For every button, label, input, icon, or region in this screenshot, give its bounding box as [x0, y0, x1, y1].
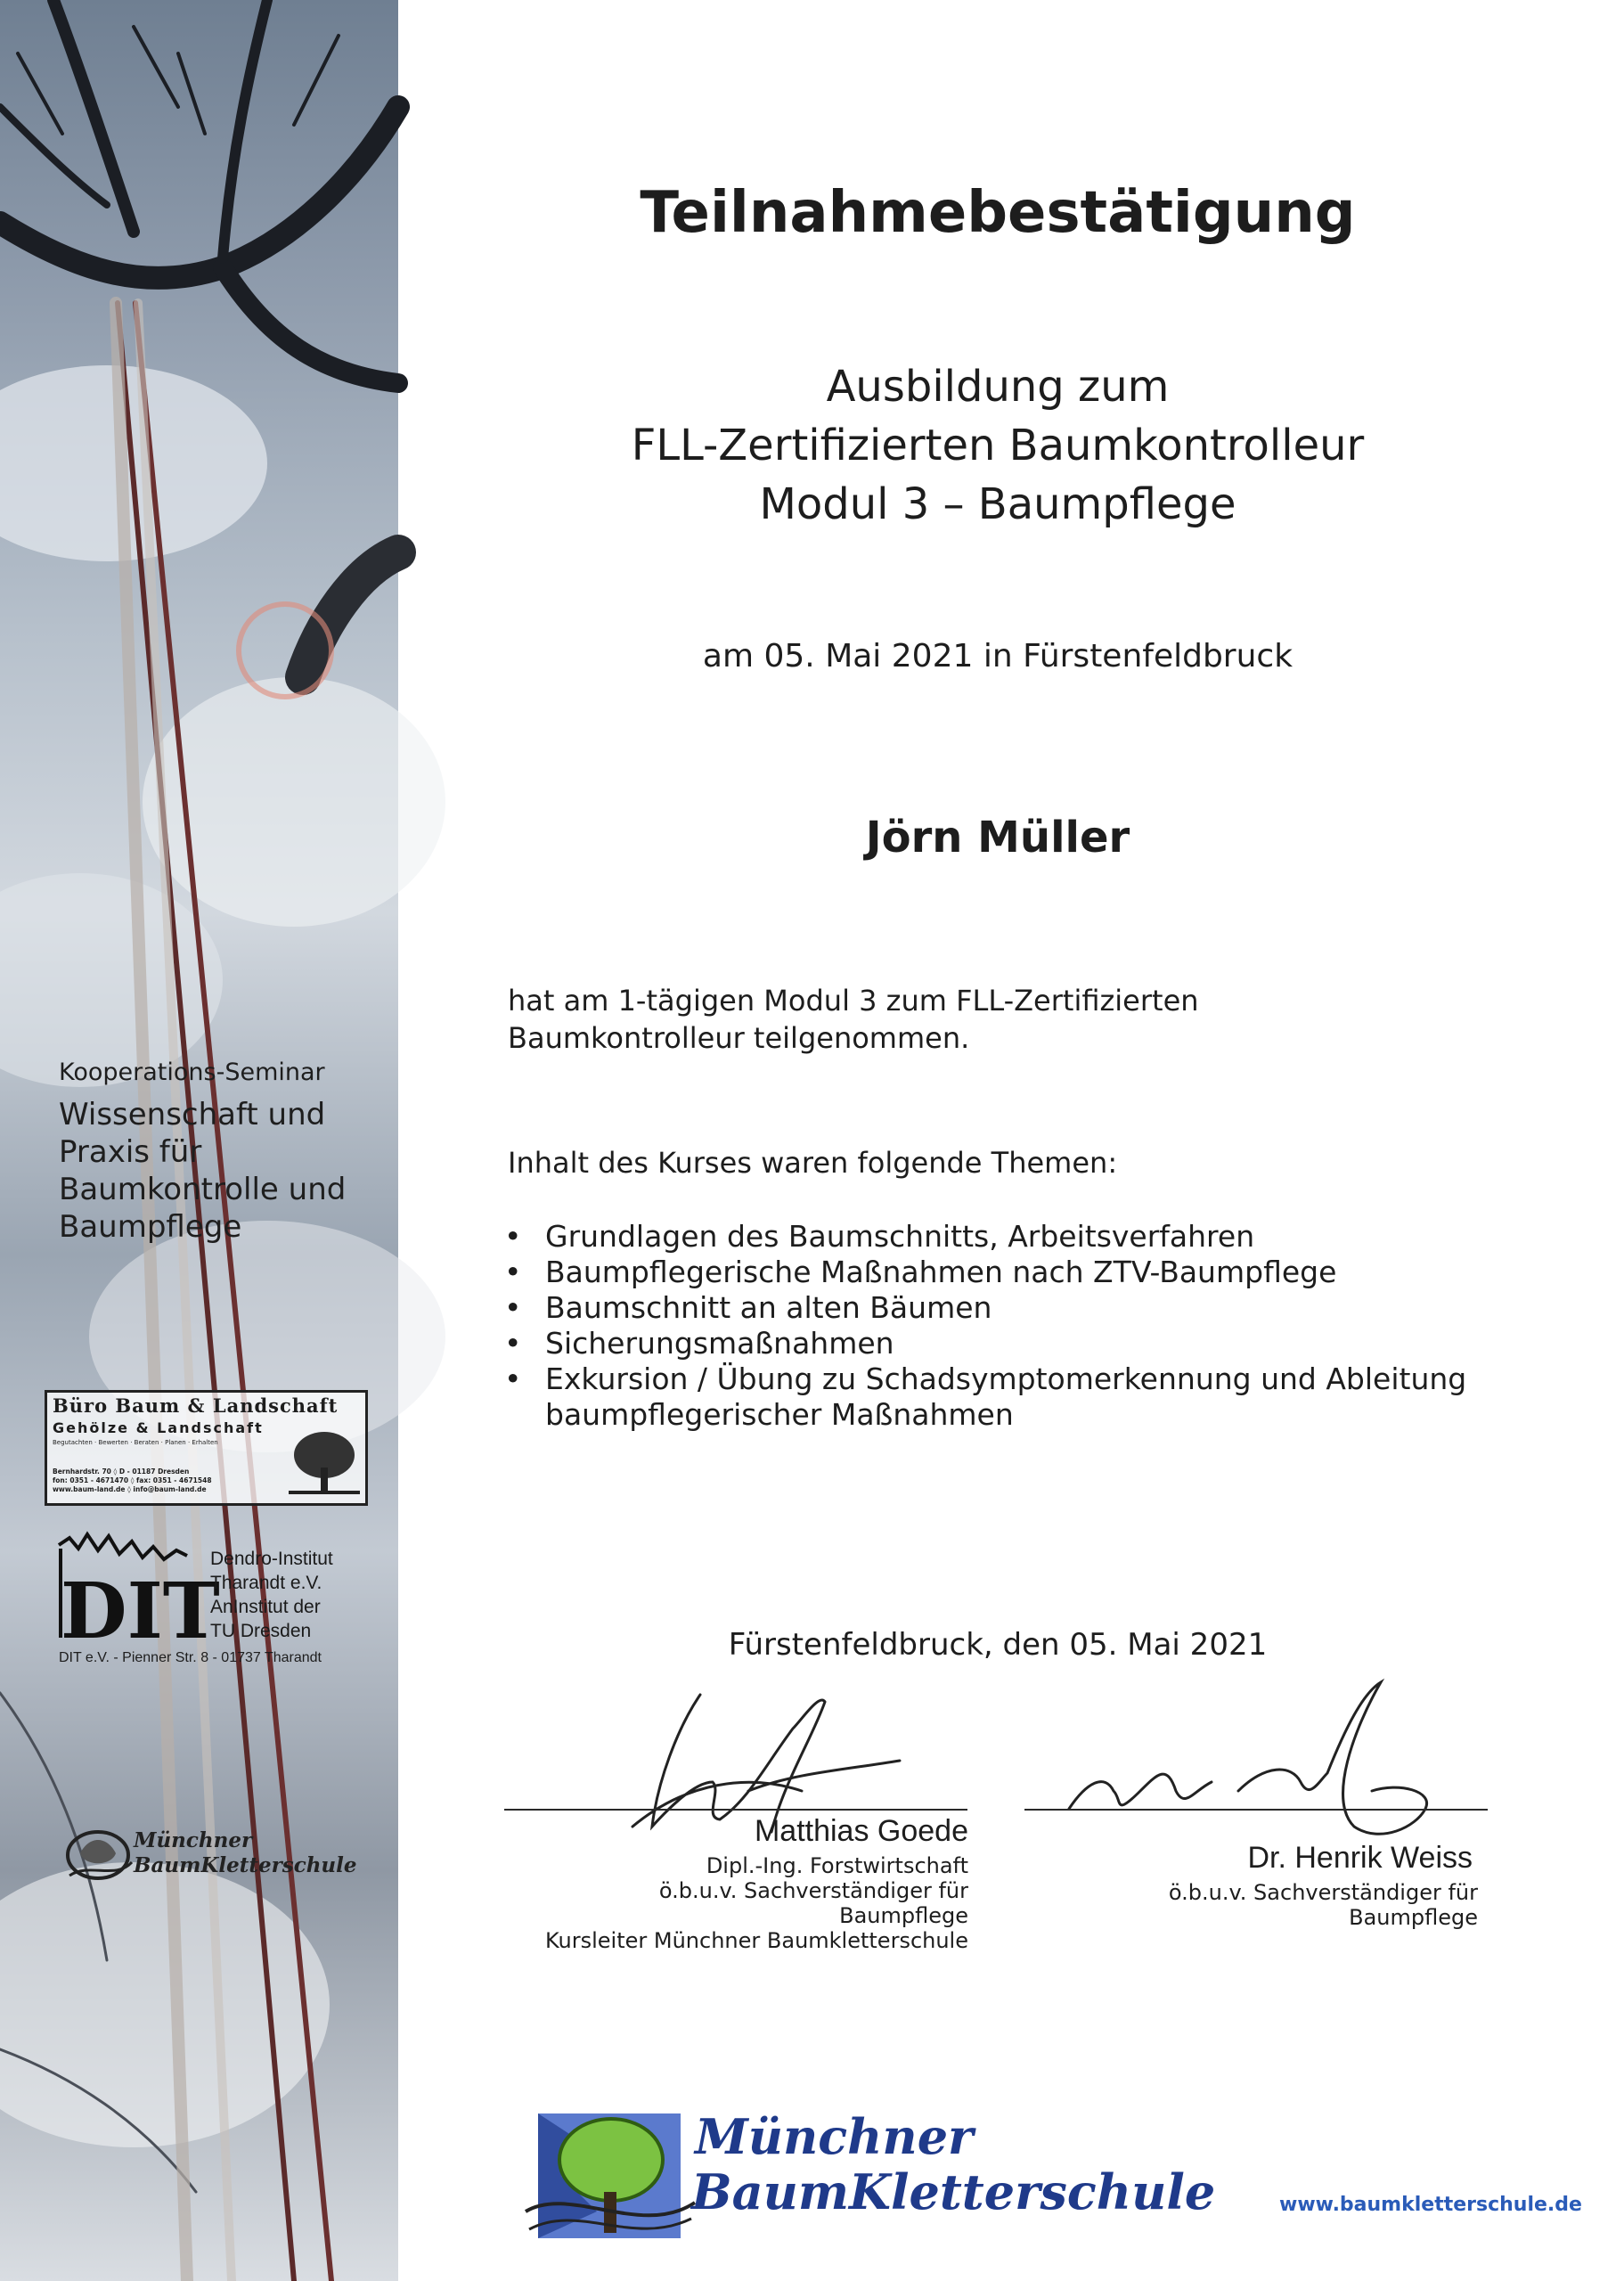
participant-name: Jörn Müller	[865, 813, 1130, 863]
dit-name-line3: AnInstitut der	[210, 1597, 321, 1617]
signatory-title: ö.b.u.v. Sachverständiger für	[658, 1878, 968, 1903]
kooperation-title: Wissenschaft und Praxis für Baumkontrolle und Baumpflege	[59, 1097, 347, 1245]
participation-statement-line2: Baumkontrolleur teilgenommen.	[508, 1021, 970, 1055]
strip-logo-line2: BaumKletterschule	[134, 1853, 357, 1877]
content-intro: Inhalt des Kurses waren folgende Themen:	[508, 1146, 1118, 1180]
topic-item: • Baumpflegerische Maßnahmen nach ZTV-Baumpflege	[504, 1255, 1552, 1290]
buero-baum-landschaft-logo	[45, 1390, 368, 1506]
place-date: Fürstenfeldbruck, den 05. Mai 2021	[728, 1627, 1268, 1663]
course-line-1: Ausbildung zum	[826, 362, 1170, 412]
participation-statement-line1: hat am 1-tägigen Modul 3 zum FLL-Zertifizierten	[508, 984, 1199, 1018]
bbl-web-line: www.baum-land.de ◊ info@baum-land.de	[53, 1485, 207, 1493]
bbl-contact-line: fon: 0351 - 4671470 ◊ fax: 0351 - 4671548	[53, 1476, 212, 1484]
bbl-services: Begutachten · Bewerten · Beraten · Planen · Erhalten	[53, 1439, 218, 1446]
footer-url: www.baumkletterschule.de	[1279, 2194, 1582, 2216]
dit-logo	[57, 1515, 220, 1656]
bbl-subtitle: Gehölze & Landschaft	[53, 1419, 264, 1436]
baumkletterschule-logo-icon	[526, 2105, 695, 2247]
footer-logo-line1: Münchner	[695, 2108, 974, 2165]
dit-name-line4: TU Dresden	[210, 1621, 312, 1641]
sidebar-photo-strip	[0, 0, 398, 2281]
signatory-title: Baumpflege	[839, 1903, 968, 1928]
tree-logo-icon	[62, 1827, 134, 1889]
topic-list	[504, 1219, 1552, 1433]
date-location: am 05. Mai 2021 in Fürstenfeldbruck	[702, 638, 1293, 674]
signatory-title: Kursleiter Münchner Baumkletterschule	[544, 1928, 968, 1953]
footer-logo-line2: BaumKletterschule	[691, 2163, 1216, 2220]
dit-name-line1: Dendro-Institut	[210, 1549, 333, 1569]
certificate-title: Teilnahmebestätigung	[640, 180, 1356, 246]
course-line-2: FLL-Zertifizierten Baumkontrolleur	[631, 421, 1365, 470]
topic-item: • Exkursion / Übung zu Schadsymptomerkennung und Ableitung baumpflegerischer Maßnahmen	[504, 1361, 1552, 1433]
tree-icon	[289, 1428, 360, 1496]
signature-line-left	[504, 1809, 967, 1811]
signatory-title: ö.b.u.v. Sachverständiger für	[1168, 1880, 1478, 1905]
topic-item: • Grundlagen des Baumschnitts, Arbeitsverfahren	[504, 1219, 1552, 1255]
kooperation-label: Kooperations-Seminar	[59, 1059, 325, 1086]
course-line-3: Modul 3 – Baumpflege	[759, 479, 1236, 529]
dit-address: DIT e.V. - Pienner Str. 8 - 01737 Tharandt	[59, 1650, 322, 1665]
strip-logo-line1: Münchner	[134, 1828, 253, 1852]
signature-weiss	[1060, 1675, 1434, 1853]
dit-logo-letters: DIT	[61, 1566, 220, 1656]
bbl-address-line: Bernhardstr. 70 ◊ D - 01187 Dresden	[53, 1468, 190, 1476]
bbl-title: Büro Baum & Landschaft	[53, 1394, 339, 1417]
topic-item: • Baumschnitt an alten Bäumen	[504, 1290, 1552, 1326]
signatory-title: Baumpflege	[1349, 1905, 1478, 1930]
topic-item: • Sicherungsmaßnahmen	[504, 1326, 1552, 1361]
dit-name-line2: Tharandt e.V.	[210, 1573, 322, 1593]
signatory-name: Matthias Goede	[754, 1814, 968, 1848]
signatory-name: Dr. Henrik Weiss	[1247, 1841, 1473, 1875]
signature-line-right	[1024, 1809, 1488, 1811]
signatory-title: Dipl.-Ing. Forstwirtschaft	[706, 1853, 968, 1878]
